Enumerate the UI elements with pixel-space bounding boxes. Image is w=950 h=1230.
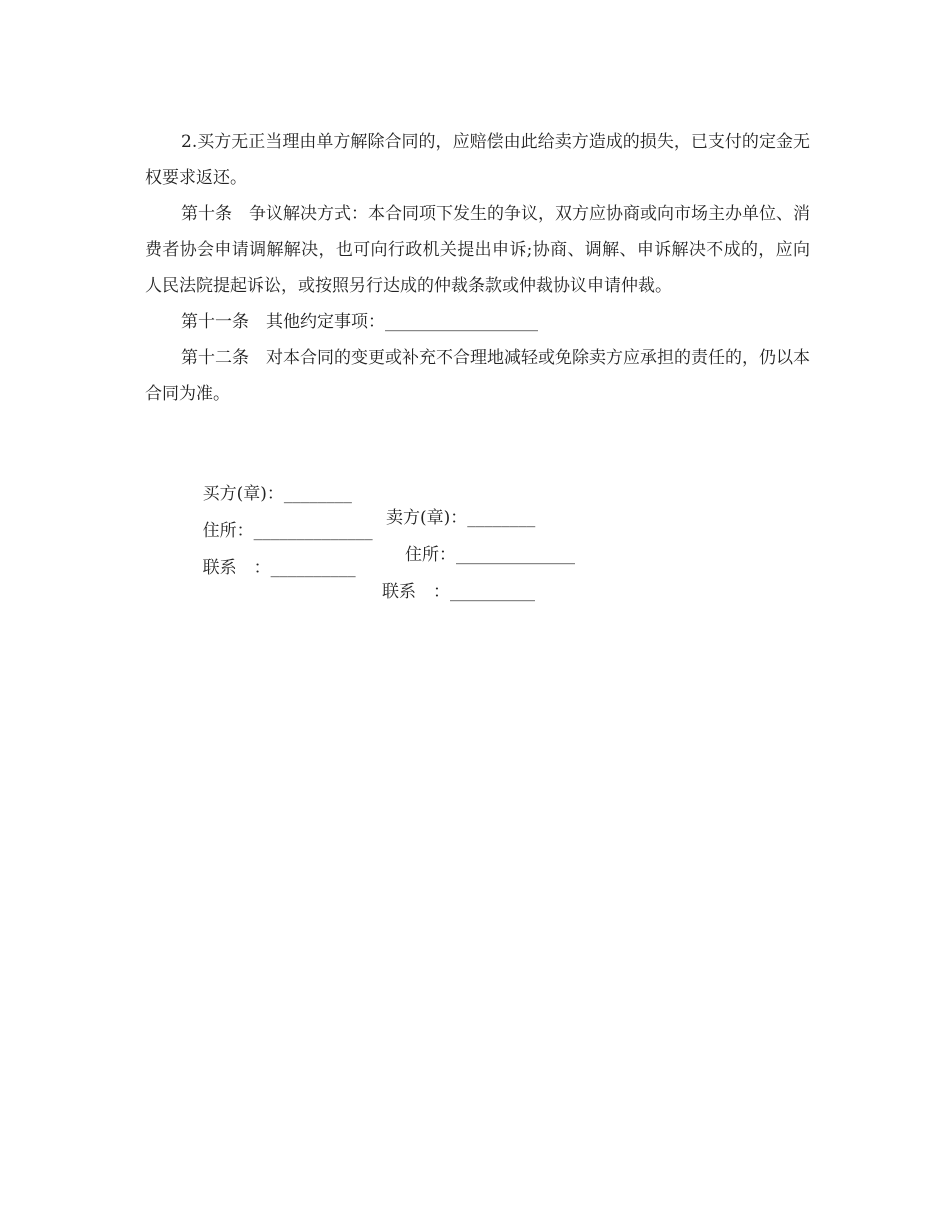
paragraph-clause-11: 第十一条 其他约定事项：__________________ xyxy=(181,312,538,332)
seller-address-field: 住所：______________ xyxy=(405,545,575,565)
buyer-address-field: 住所：______________ xyxy=(202,521,373,541)
seller-seal-field: 卖方(章)：________ xyxy=(386,508,536,528)
paragraph-clause-9-item-2: 2.买方无正当理由单方解除合同的，应赔偿由此给卖方造成的损失，已支付的定金无权要求返还。 xyxy=(145,132,810,188)
paragraph-clause-12: 第十二条 对本合同的变更或补充不合理地减轻或免除卖方应承担的责任的，仍以本合同为准。 xyxy=(145,348,810,404)
contract-body xyxy=(145,124,810,412)
seller-contact-field: 联系 ：__________ xyxy=(382,582,535,602)
buyer-contact-field: 联系 ：__________ xyxy=(202,558,356,578)
buyer-seal-field: 买方(章)：________ xyxy=(202,484,352,504)
paragraph-clause-10: 第十条 争议解决方式：本合同项下发生的争议，双方应协商或向市场主办单位、消费者协会申请调解解决，也可向行政机关提出申诉;协商、调解、申诉解决不成的，应向人民法院提起诉讼，或按照另行达成的仲裁条款或仲裁协议申请仲裁。 xyxy=(145,204,810,296)
